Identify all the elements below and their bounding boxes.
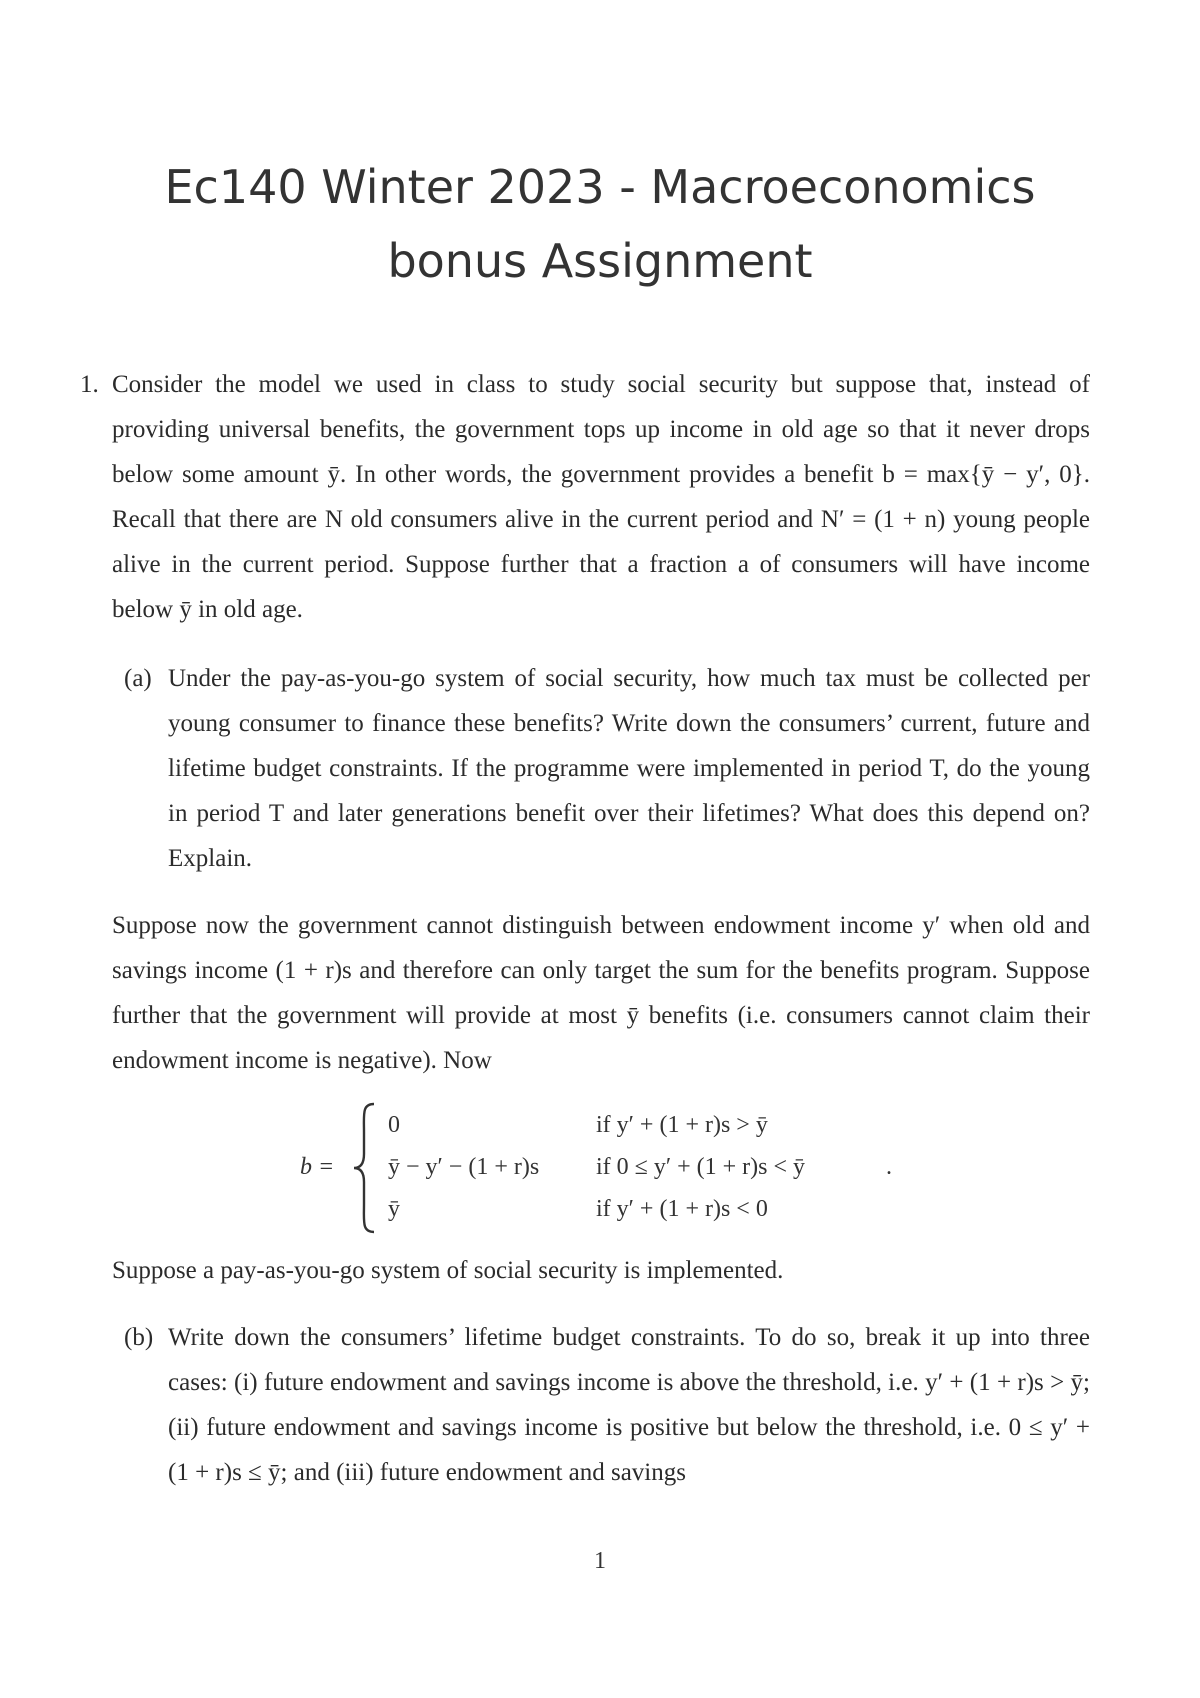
case-1-value: 0 — [388, 1112, 400, 1138]
case-2-value: ȳ − y′ − (1 + r)s — [388, 1154, 540, 1180]
document-title — [100, 150, 1100, 298]
equation-trailing-period: . — [886, 1154, 892, 1180]
question-1-text: Consider the model we used in class to study social security but suppose that, instead of providing universal benefits, the government tops up income in old age so that it never drops below some amount ȳ. In other words, the government provides a benefit b = max{ȳ − y′, 0}. Recall that there are N old consumers alive in the current period and N′ = (1 + n) young people alive in the current period. Suppose further that a fraction a of consumers will have income below ȳ in old age. — [112, 371, 1090, 623]
paragraph-3: Suppose a pay-as-you-go system of social security is implemented. — [112, 1257, 784, 1284]
case-3-value: ȳ — [388, 1196, 400, 1222]
left-brace-icon — [352, 1102, 378, 1234]
case-1-condition: if y′ + (1 + r)s > ȳ — [596, 1112, 768, 1138]
page-number: 1 — [594, 1548, 606, 1574]
case-2-condition: if 0 ≤ y′ + (1 + r)s < ȳ — [596, 1154, 806, 1180]
title-line-2: bonus Assignment — [387, 234, 813, 288]
part-a-text: Under the pay-as-you-go system of social security, how much tax must be collected per young consumer to finance these benefits? Write down the consumers’ current, future and lifetime budget constraints. If the programme were implemented in period T, do the young in period T and later generations benefit over their lifetimes? What does this depend on? Explain. — [168, 665, 1090, 872]
part-a-label: (a) — [124, 665, 152, 692]
part-b-label: (b) — [124, 1324, 154, 1351]
case-3-condition: if y′ + (1 + r)s < 0 — [596, 1196, 768, 1222]
paragraph-2: Suppose now the government cannot distinguish between endowment income y′ when old and savings income (1 + r)s and therefore can only target the sum for the benefits program. Suppose further that the government will provide at most ȳ benefits (i.e. consumers cannot claim their endowment income is negative). Now — [112, 912, 1090, 1074]
part-b-text: Write down the consumers’ lifetime budget constraints. To do so, break it up into three cases: (i) future endowment and savings income is above the threshold, i.e. y′ + (1 + r)s > ȳ; (ii) future endowment and savings income is positive but below the threshold, i.e. 0 ≤ y′ + (1 + r)s ≤ ȳ; and (iii) future endowment and savings — [168, 1324, 1090, 1486]
equation-lhs: b = — [300, 1154, 335, 1180]
benefit-equation — [300, 1098, 940, 1238]
title-line-1: Ec140 Winter 2023 - Macroeconomics — [164, 160, 1036, 214]
question-1-number: 1. — [80, 371, 99, 398]
